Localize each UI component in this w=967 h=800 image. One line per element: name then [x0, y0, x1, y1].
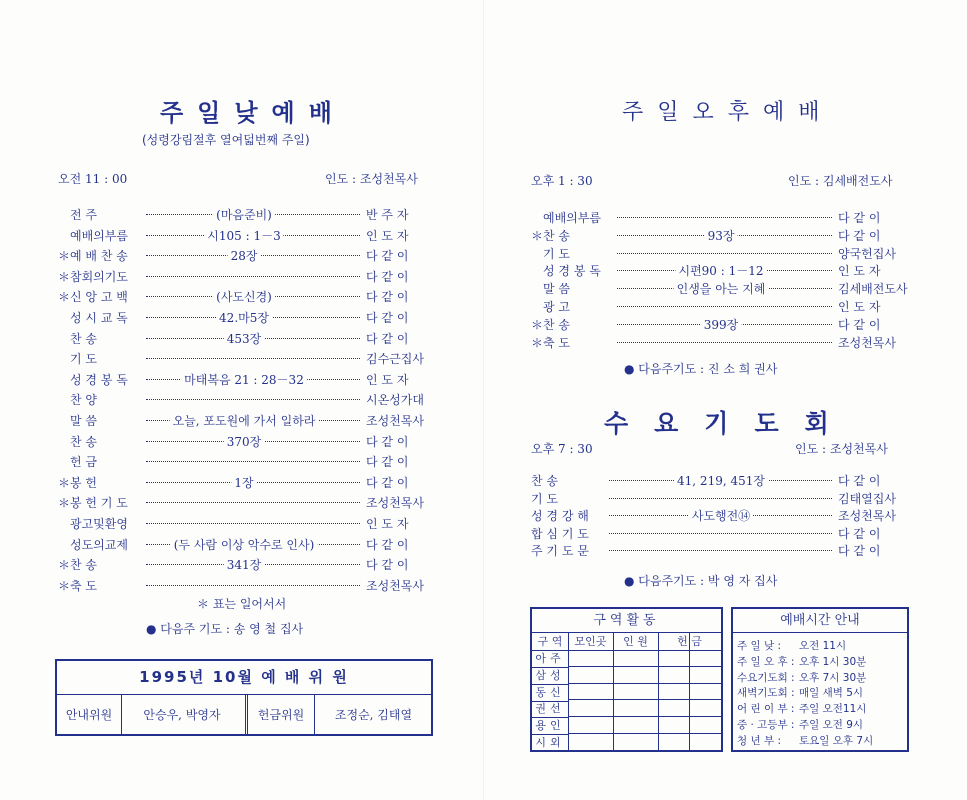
order-item-detail: 28장 [228, 247, 261, 265]
dot-leader [146, 502, 360, 503]
order-row [58, 268, 438, 286]
usher-names: 안승우, 박영자 [121, 695, 242, 736]
afternoon-next-prayer: ● 다음주기도 : 진 소 희 권사 [624, 362, 778, 376]
schedule-value: 주일 오전11시 [799, 703, 867, 716]
order-item-name: ＊찬 송 [531, 317, 570, 332]
district-row-line [568, 683, 721, 684]
order-item-person: 인 도 자 [838, 264, 881, 279]
dot-leader [146, 276, 360, 277]
order-row [58, 494, 438, 512]
activity-header-count: 인 원 [613, 633, 658, 651]
order-item-name: 광 고 [543, 300, 570, 314]
order-row [531, 490, 911, 508]
order-item-person: 다 같 이 [838, 211, 881, 225]
committee-title: 1995년 10월 예 배 위 원 [57, 661, 431, 695]
order-item-person: 반 주 자 [366, 208, 409, 222]
schedule-row [737, 655, 866, 670]
schedule-row [737, 702, 866, 717]
order-item-name: 헌 금 [70, 455, 97, 470]
order-row [58, 515, 438, 533]
district-row-line [568, 750, 721, 751]
schedule-label: 청 년 부 : [737, 734, 781, 747]
offering-names: 조정순, 김태열 [314, 695, 432, 736]
order-row [58, 350, 438, 368]
order-row [58, 371, 438, 389]
district-name: 동신 [532, 684, 568, 702]
order-row [58, 206, 438, 224]
schedule-value: 오전 11시 [799, 640, 847, 652]
order-row [58, 577, 438, 595]
schedule-row [737, 686, 863, 701]
order-item-detail: 인생을 아는 지혜 [674, 280, 769, 298]
order-item-person: 인 도 자 [366, 372, 409, 387]
order-item-name: 기 도 [531, 491, 558, 506]
order-item-name: ＊찬 송 [58, 558, 97, 573]
worship-committee-box [55, 659, 433, 736]
order-item-name: 성도의교제 [70, 537, 128, 552]
order-item-detail: (사도신경) [213, 288, 275, 306]
order-item-person: 다 같 이 [838, 544, 881, 559]
order-row [531, 280, 911, 298]
dot-leader [146, 358, 360, 359]
order-item-name: 찬 송 [531, 474, 558, 488]
schedule-value: 매일 새벽 5시 [799, 687, 864, 700]
dot-leader [146, 399, 360, 400]
order-item-detail: 오늘, 포도원에 가서 일하라 [170, 412, 319, 430]
district-activity-table [530, 607, 723, 752]
schedule-row [737, 718, 863, 733]
order-item-person: 조성천목사 [366, 414, 424, 428]
order-item-person: 인 도 자 [366, 228, 409, 243]
order-item-detail: 42.마5장 [216, 309, 272, 327]
morning-next-prayer: ● 다음주 기도 : 송 영 철 집사 [146, 622, 304, 636]
order-item-name: 찬 송 [70, 434, 97, 449]
order-item-detail: 370장 [224, 433, 265, 451]
order-row [58, 536, 438, 554]
schedule-label: 주 일 오 후 : [737, 655, 795, 668]
order-row [58, 227, 438, 245]
wednesday-service-time: 오후 7 : 30 [531, 442, 593, 456]
order-item-person: 다 같 이 [366, 311, 409, 325]
usher-label: 안내위원 [65, 708, 113, 722]
order-item-name: ＊봉 헌 [58, 475, 97, 490]
order-item-name: 성 경 강 해 [531, 509, 589, 524]
order-row [531, 525, 911, 543]
order-item-name: ＊참회의기도 [58, 269, 128, 284]
district-name: 권선 [532, 700, 568, 718]
order-item-person: 다 같 이 [366, 290, 409, 305]
dot-leader [617, 342, 832, 343]
order-item-detail: 453장 [224, 330, 265, 348]
order-item-name: 성 경 봉 독 [70, 372, 128, 387]
schedule-value: 토요일 오후 7시 [799, 734, 874, 747]
order-item-person: 다 같 이 [366, 537, 409, 552]
order-item-person: 김세배전도사 [838, 282, 908, 297]
order-item-name: 예배의부름 [70, 228, 128, 243]
order-item-person: 다 같 이 [366, 269, 409, 284]
order-item-name: 성 시 교 독 [70, 311, 128, 325]
order-row [531, 316, 911, 334]
order-row [531, 472, 911, 490]
order-item-name: 찬 송 [70, 331, 97, 346]
order-item-detail: 시편90 : 1－12 [675, 262, 766, 280]
service-time-guide-title: 예배시간 안내 [733, 609, 907, 633]
order-item-person: 조성천목사 [366, 578, 424, 593]
schedule-row [737, 671, 866, 686]
order-item-name: 기 도 [70, 352, 97, 367]
order-item-person: 다 같 이 [838, 474, 881, 488]
order-item-person: 김태열집사 [838, 491, 896, 506]
order-row [531, 542, 911, 560]
order-row [531, 227, 911, 245]
dot-leader [146, 523, 360, 524]
district-row-line [568, 699, 721, 700]
order-item-name: ＊봉 헌 기 도 [58, 496, 128, 511]
offering-label: 헌금위원 [245, 695, 314, 736]
afternoon-service-leader: 인도 : 김세배전도사 [788, 174, 893, 188]
schedule-row [737, 639, 846, 654]
order-item-name: 합 심 기 도 [531, 526, 589, 541]
order-item-name: 찬 양 [70, 393, 97, 408]
activity-header-district: 구 역 [532, 633, 568, 651]
order-item-person: 인 도 자 [366, 517, 409, 531]
order-item-name: 예배의부름 [543, 211, 601, 225]
order-item-person: 다 같 이 [366, 249, 409, 264]
morning-service-subtitle: (성령강림절후 열여덟번째 주일) [142, 133, 310, 147]
schedule-label: 중 · 고등부 : [737, 719, 795, 731]
schedule-label: 수요기도회 : [737, 671, 795, 684]
order-item-person: 다 같 이 [366, 558, 409, 573]
order-row [58, 309, 438, 327]
district-name: 용인 [532, 717, 568, 735]
order-item-person: 다 같 이 [366, 331, 409, 346]
order-item-name: ＊축 도 [58, 578, 97, 593]
order-item-person: 시온성가대 [366, 393, 424, 408]
order-item-detail: 93장 [705, 227, 738, 245]
fold-line [483, 0, 484, 800]
schedule-row [737, 734, 873, 749]
dot-leader [609, 498, 832, 499]
schedule-value: 주일 오전 9시 [799, 719, 864, 731]
dot-leader [146, 461, 360, 462]
order-item-detail: 1장 [231, 474, 256, 492]
order-item-detail: 사도행전⑭ [689, 507, 753, 525]
wednesday-service-title: 수요기도회 [604, 409, 855, 438]
morning-service-time: 오전 11 : 00 [58, 172, 128, 186]
order-item-person: 다 같 이 [838, 317, 881, 332]
order-row [58, 391, 438, 409]
order-item-name: 기 도 [543, 246, 570, 261]
schedule-label: 주 일 낮 : [737, 640, 781, 652]
morning-service-title: 주일낮예배 [160, 99, 346, 127]
district-row-line [568, 666, 721, 667]
order-item-person: 다 같 이 [838, 228, 881, 243]
order-row [58, 453, 438, 471]
order-row [58, 412, 438, 430]
morning-service-leader: 인도 : 조성천목사 [325, 172, 418, 186]
order-row [58, 247, 438, 265]
order-item-name: 전 주 [70, 208, 97, 222]
order-item-name: ＊예 배 찬 송 [58, 249, 128, 264]
order-item-person: 조성천목사 [366, 496, 424, 511]
dot-leader [609, 550, 832, 551]
order-item-person: 인 도 자 [838, 300, 881, 314]
order-row [531, 209, 911, 227]
order-row [58, 288, 438, 306]
order-item-detail: 399장 [701, 316, 742, 334]
schedule-value: 오후 7시 30분 [799, 671, 867, 684]
schedule-label: 새벽기도회 : [737, 687, 795, 700]
order-item-person: 다 같 이 [366, 455, 409, 470]
order-item-detail: 341장 [224, 556, 265, 574]
schedule-label: 어 린 이 부 : [737, 703, 795, 716]
dot-leader [617, 306, 832, 307]
dot-leader [617, 253, 832, 254]
dot-leader [609, 533, 832, 534]
service-time-guide [731, 607, 909, 752]
order-row [58, 474, 438, 492]
activity-header-place: 모인곳 [568, 633, 613, 651]
order-item-detail: 마태복음 21 : 28－32 [181, 371, 307, 389]
order-item-person: 다 같 이 [366, 434, 409, 449]
order-item-person: 김수근집사 [366, 352, 424, 367]
activity-header-offering: 헌 금 [658, 633, 721, 651]
wednesday-next-prayer: ● 다음주기도 : 박 영 자 집사 [624, 574, 778, 588]
order-row [58, 556, 438, 574]
order-item-person: 양국헌집사 [838, 246, 896, 261]
order-item-name: ＊축 도 [531, 335, 570, 350]
order-item-person: 조성천목사 [838, 335, 896, 350]
afternoon-service-title: 주일오후예배 [622, 100, 834, 125]
order-item-name: 주 기 도 문 [531, 544, 589, 559]
afternoon-service-time: 오후 1 : 30 [531, 174, 593, 188]
order-row [531, 245, 911, 263]
order-item-detail: 41, 219, 451장 [674, 472, 768, 490]
dot-leader [617, 217, 832, 218]
order-item-person: 조성천목사 [838, 509, 896, 524]
order-item-name: 광고및환영 [70, 517, 128, 531]
district-name: 아주 [532, 650, 568, 668]
district-row-line [568, 716, 721, 717]
order-item-name: ＊찬 송 [531, 228, 570, 243]
order-row [531, 507, 911, 525]
order-item-detail: 시105 : 1－3 [204, 227, 283, 245]
order-item-name: ＊신 앙 고 백 [58, 290, 128, 305]
district-name: 삼성 [532, 667, 568, 685]
standing-note: ＊ 표는 일어서서 [197, 597, 287, 611]
schedule-value: 오후 1시 30분 [799, 655, 867, 668]
order-item-name: 성 경 봉 독 [543, 264, 601, 279]
order-row [531, 262, 911, 280]
district-name: 시외 [532, 734, 568, 752]
order-item-name: 말 씀 [70, 414, 97, 428]
order-item-person: 다 같 이 [366, 475, 409, 490]
wednesday-service-leader: 인도 : 조성천목사 [795, 442, 888, 456]
order-item-detail: (두 사람 이상 악수로 인사) [171, 536, 318, 554]
district-activity-title: 구역활동 [532, 609, 721, 633]
order-row [531, 334, 911, 352]
dot-leader [146, 585, 360, 586]
order-item-detail: (마음준비) [213, 206, 275, 224]
order-row [531, 298, 911, 316]
order-item-name: 말 씀 [543, 282, 570, 297]
order-row [58, 433, 438, 451]
district-row-line [568, 733, 721, 734]
order-row [58, 330, 438, 348]
order-item-person: 다 같 이 [838, 526, 881, 541]
